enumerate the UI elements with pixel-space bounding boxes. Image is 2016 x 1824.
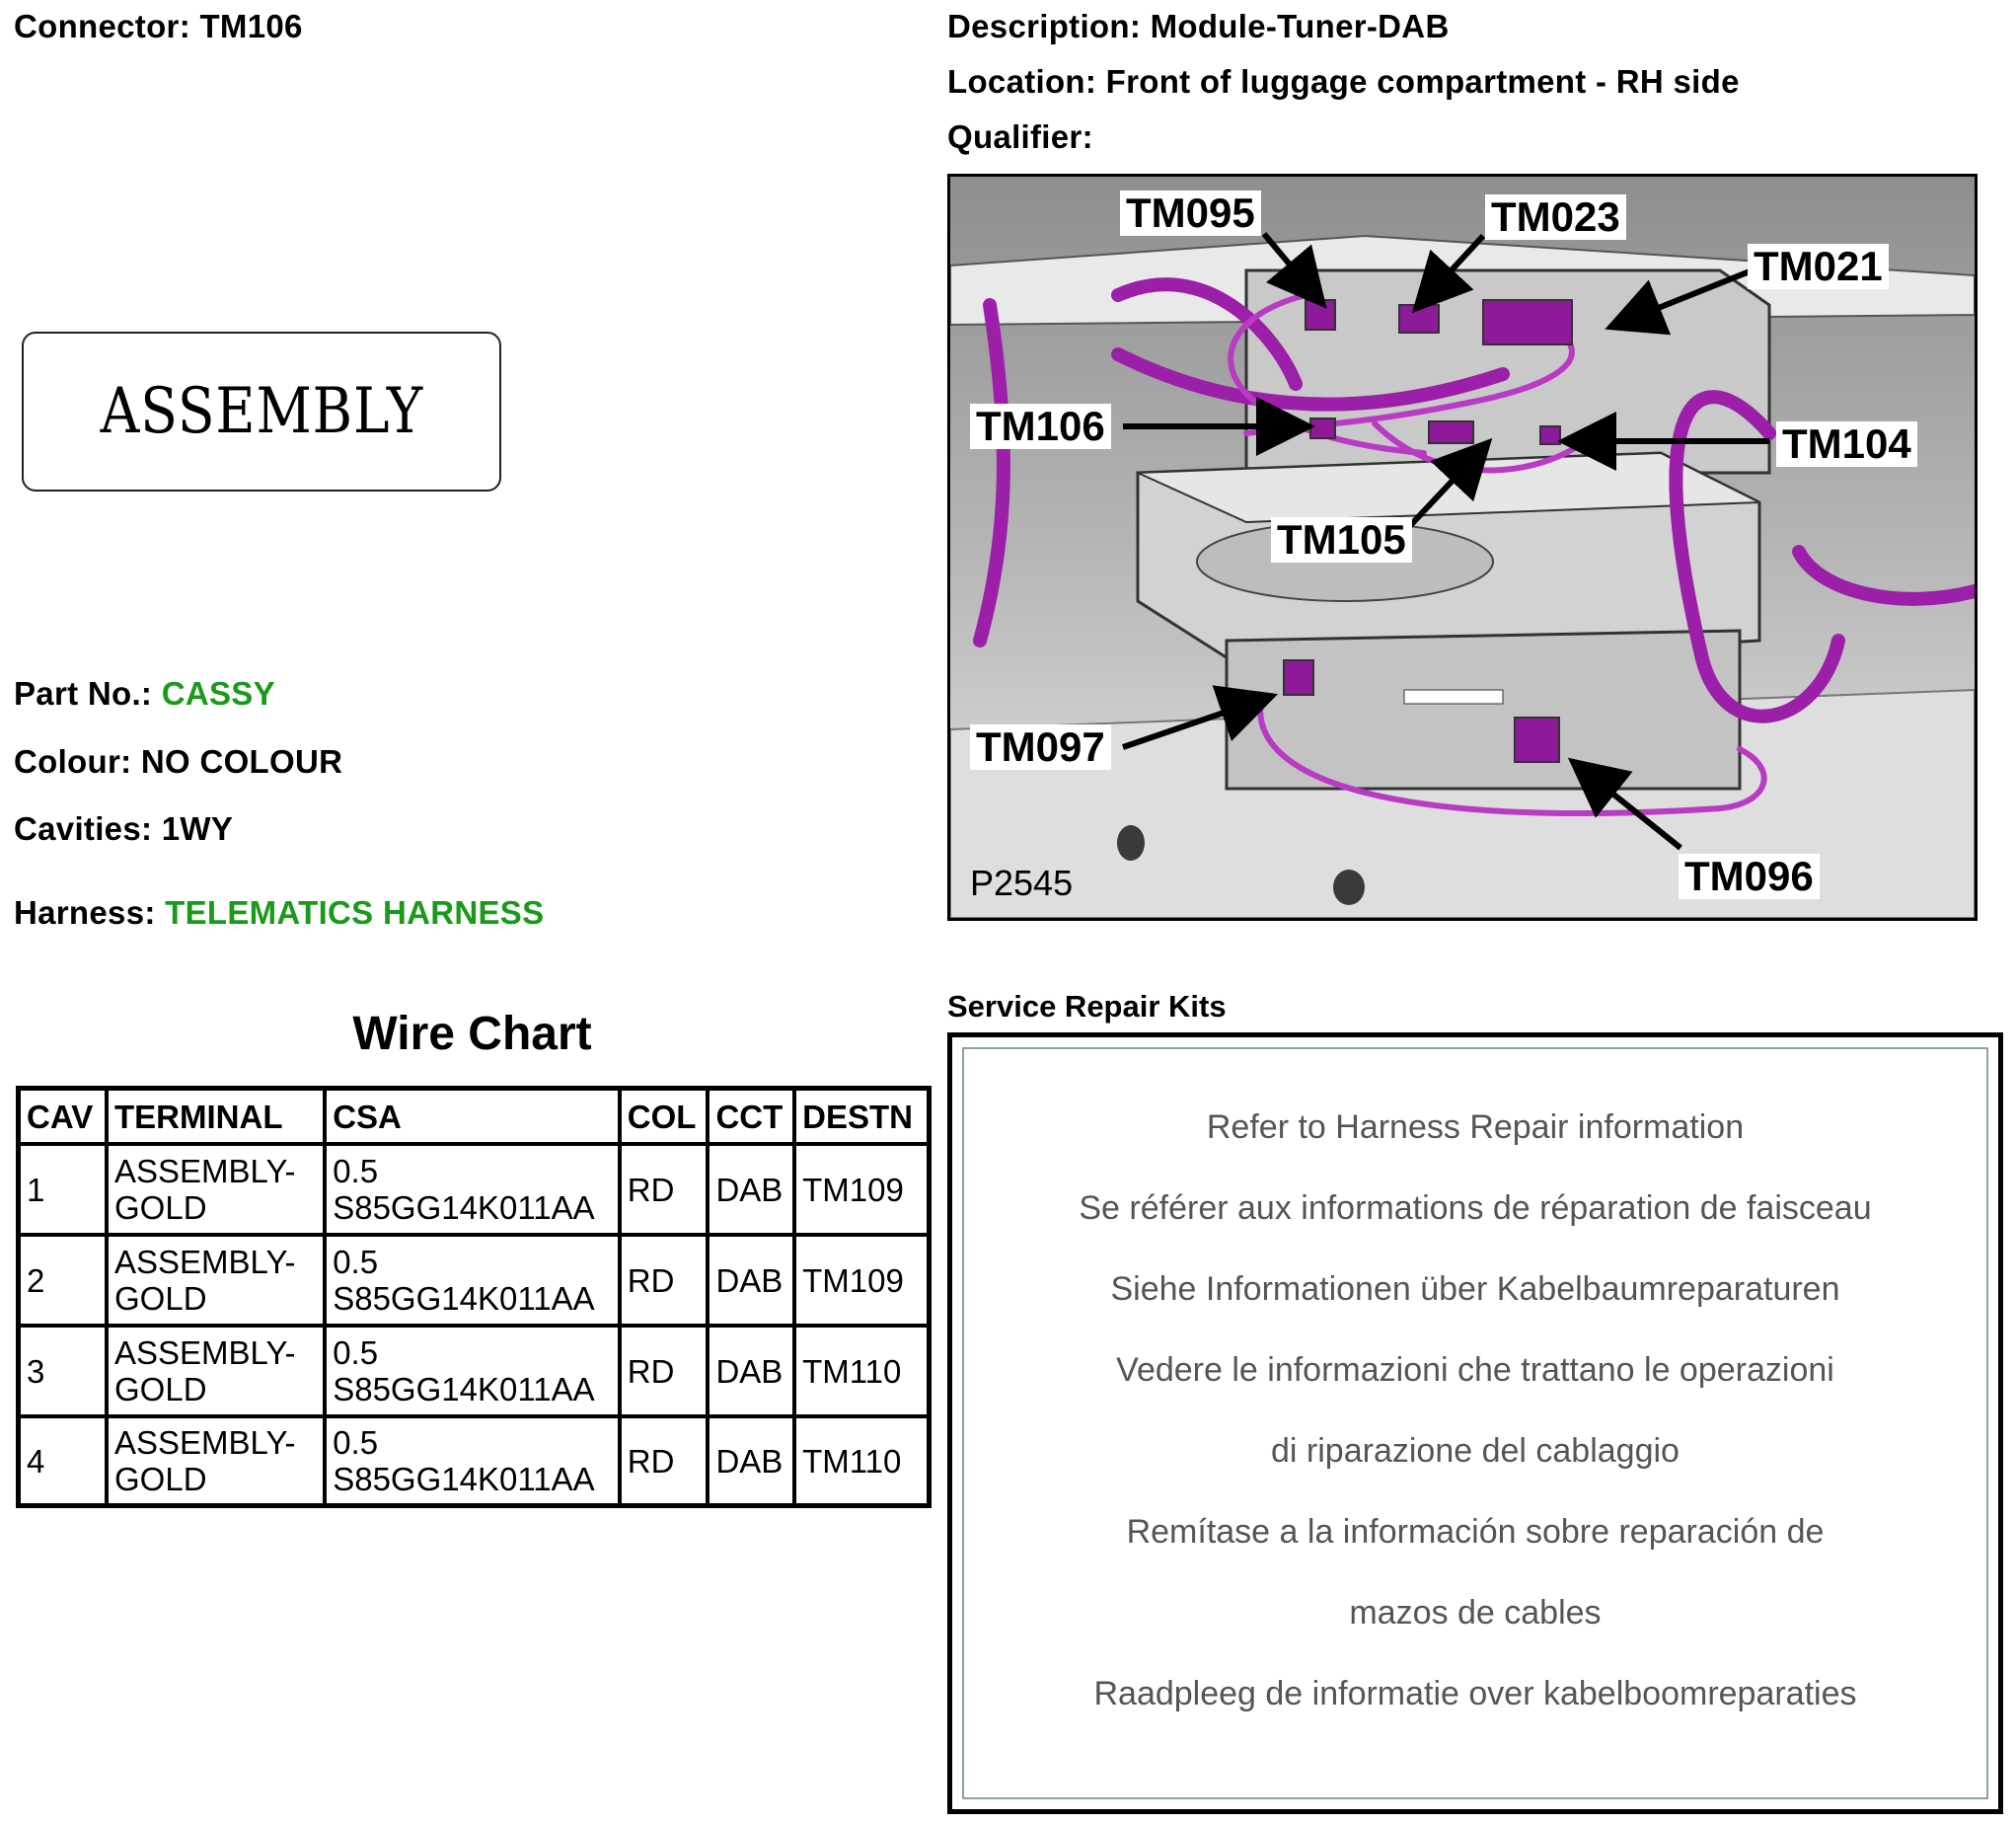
terminal-line-1: ASSEMBLY- bbox=[114, 1424, 296, 1461]
assembly-text: ASSEMBLY bbox=[100, 375, 423, 448]
callout-tm021: TM021 bbox=[1748, 244, 1889, 289]
header-cav: CAV bbox=[19, 1089, 108, 1145]
description-value: Module-Tuner-DAB bbox=[1150, 8, 1450, 44]
cell-csa bbox=[325, 1235, 620, 1326]
cavities-label: Cavities: bbox=[14, 810, 153, 847]
kit-line-it-2: di riparazione del cablaggio bbox=[1271, 1432, 1680, 1470]
header-terminal: TERMINAL bbox=[107, 1089, 325, 1145]
qualifier-label: Qualifier: bbox=[947, 118, 1093, 155]
cell-cav: 4 bbox=[19, 1416, 108, 1506]
connector-line bbox=[14, 8, 303, 45]
cell-destn: TM110 bbox=[794, 1416, 929, 1506]
colour-line bbox=[14, 743, 342, 781]
part-no-label: Part No.: bbox=[14, 675, 153, 712]
location-line bbox=[947, 63, 1740, 101]
csa-line-2: S85GG14K011AA bbox=[333, 1461, 595, 1497]
cell-destn: TM109 bbox=[794, 1144, 929, 1235]
cell-cct: DAB bbox=[708, 1326, 794, 1416]
kit-line-es-2: mazos de cables bbox=[1349, 1594, 1602, 1632]
colour-value: NO COLOUR bbox=[140, 743, 343, 780]
location-label: Location: bbox=[947, 63, 1097, 100]
terminal-line-1: ASSEMBLY- bbox=[114, 1334, 296, 1371]
cell-terminal bbox=[107, 1144, 325, 1235]
description-label: Description: bbox=[947, 8, 1142, 44]
callout-tm023: TM023 bbox=[1485, 194, 1626, 240]
callout-tm105: TM105 bbox=[1271, 517, 1412, 563]
csa-line-2: S85GG14K011AA bbox=[333, 1280, 595, 1317]
header-csa: CSA bbox=[325, 1089, 620, 1145]
description-line bbox=[947, 8, 1450, 45]
service-repair-kits-inner bbox=[962, 1047, 1988, 1799]
cell-cct: DAB bbox=[708, 1144, 794, 1235]
service-repair-kits-box bbox=[947, 1032, 2003, 1814]
connector-value: TM106 bbox=[199, 8, 303, 44]
cell-terminal bbox=[107, 1416, 325, 1506]
terminal-line-2: GOLD bbox=[114, 1461, 207, 1497]
header-destn: DESTN bbox=[794, 1089, 929, 1145]
cell-destn: TM109 bbox=[794, 1235, 929, 1326]
header-col: COL bbox=[620, 1089, 709, 1145]
csa-line-1: 0.5 bbox=[333, 1153, 379, 1189]
callout-tm097: TM097 bbox=[970, 724, 1111, 770]
cell-csa bbox=[325, 1416, 620, 1506]
kit-line-fr: Se référer aux informations de réparation de faisceau bbox=[1079, 1189, 1872, 1227]
connector-location-figure bbox=[947, 174, 1978, 921]
harness-link[interactable]: TELEMATICS HARNESS bbox=[165, 894, 545, 931]
kit-line-es-1: Remítase a la información sobre reparación de bbox=[1126, 1513, 1825, 1551]
header-cct: CCT bbox=[708, 1089, 794, 1145]
table-row bbox=[19, 1416, 930, 1506]
connector-label: Connector: bbox=[14, 8, 190, 44]
cell-cav: 3 bbox=[19, 1326, 108, 1416]
cell-csa bbox=[325, 1144, 620, 1235]
cell-cct: DAB bbox=[708, 1235, 794, 1326]
callout-tm106: TM106 bbox=[970, 404, 1111, 449]
part-no-link[interactable]: CASSY bbox=[161, 675, 275, 712]
assembly-image-box bbox=[22, 332, 501, 492]
harness-line bbox=[14, 894, 544, 932]
csa-line-1: 0.5 bbox=[333, 1244, 379, 1280]
csa-line-2: S85GG14K011AA bbox=[333, 1371, 595, 1407]
csa-line-2: S85GG14K011AA bbox=[333, 1189, 595, 1226]
table-row bbox=[19, 1235, 930, 1326]
cell-destn: TM110 bbox=[794, 1326, 929, 1416]
qualifier-line bbox=[947, 118, 1093, 156]
cell-terminal bbox=[107, 1326, 325, 1416]
cell-cav: 2 bbox=[19, 1235, 108, 1326]
cell-col: RD bbox=[620, 1235, 709, 1326]
callout-tm104: TM104 bbox=[1776, 421, 1917, 467]
callout-tm095: TM095 bbox=[1120, 190, 1261, 236]
terminal-line-2: GOLD bbox=[114, 1280, 207, 1317]
csa-line-1: 0.5 bbox=[333, 1334, 379, 1371]
wire-chart-title: Wire Chart bbox=[352, 1008, 592, 1060]
kit-line-en: Refer to Harness Repair information bbox=[1206, 1108, 1745, 1146]
terminal-line-1: ASSEMBLY- bbox=[114, 1153, 296, 1189]
table-row bbox=[19, 1144, 930, 1235]
part-no-line bbox=[14, 675, 275, 713]
cell-cct: DAB bbox=[708, 1416, 794, 1506]
callout-tm096: TM096 bbox=[1679, 854, 1820, 899]
cell-cav: 1 bbox=[19, 1144, 108, 1235]
terminal-line-1: ASSEMBLY- bbox=[114, 1244, 296, 1280]
csa-line-1: 0.5 bbox=[333, 1424, 379, 1461]
harness-label: Harness: bbox=[14, 894, 156, 931]
table-row bbox=[19, 1326, 930, 1416]
cavities-value: 1WY bbox=[161, 810, 234, 847]
service-repair-kits-title: Service Repair Kits bbox=[947, 989, 1227, 1024]
terminal-line-2: GOLD bbox=[114, 1189, 207, 1226]
wire-chart-table bbox=[16, 1086, 932, 1508]
figure-id: P2545 bbox=[970, 863, 1074, 903]
cell-csa bbox=[325, 1326, 620, 1416]
table-header-row bbox=[19, 1089, 930, 1145]
kit-line-nl: Raadpleeg de informatie over kabelboomreparaties bbox=[1093, 1675, 1857, 1712]
location-value: Front of luggage compartment - RH side bbox=[1105, 63, 1740, 100]
cavities-line bbox=[14, 810, 233, 848]
terminal-line-2: GOLD bbox=[114, 1371, 207, 1407]
colour-label: Colour: bbox=[14, 743, 132, 780]
kit-line-it-1: Vedere le informazioni che trattano le operazioni bbox=[1116, 1351, 1834, 1389]
kit-line-de: Siehe Informationen über Kabelbaumreparaturen bbox=[1110, 1270, 1840, 1308]
cell-terminal bbox=[107, 1235, 325, 1326]
cell-col: RD bbox=[620, 1416, 709, 1506]
cell-col: RD bbox=[620, 1144, 709, 1235]
cell-col: RD bbox=[620, 1326, 709, 1416]
